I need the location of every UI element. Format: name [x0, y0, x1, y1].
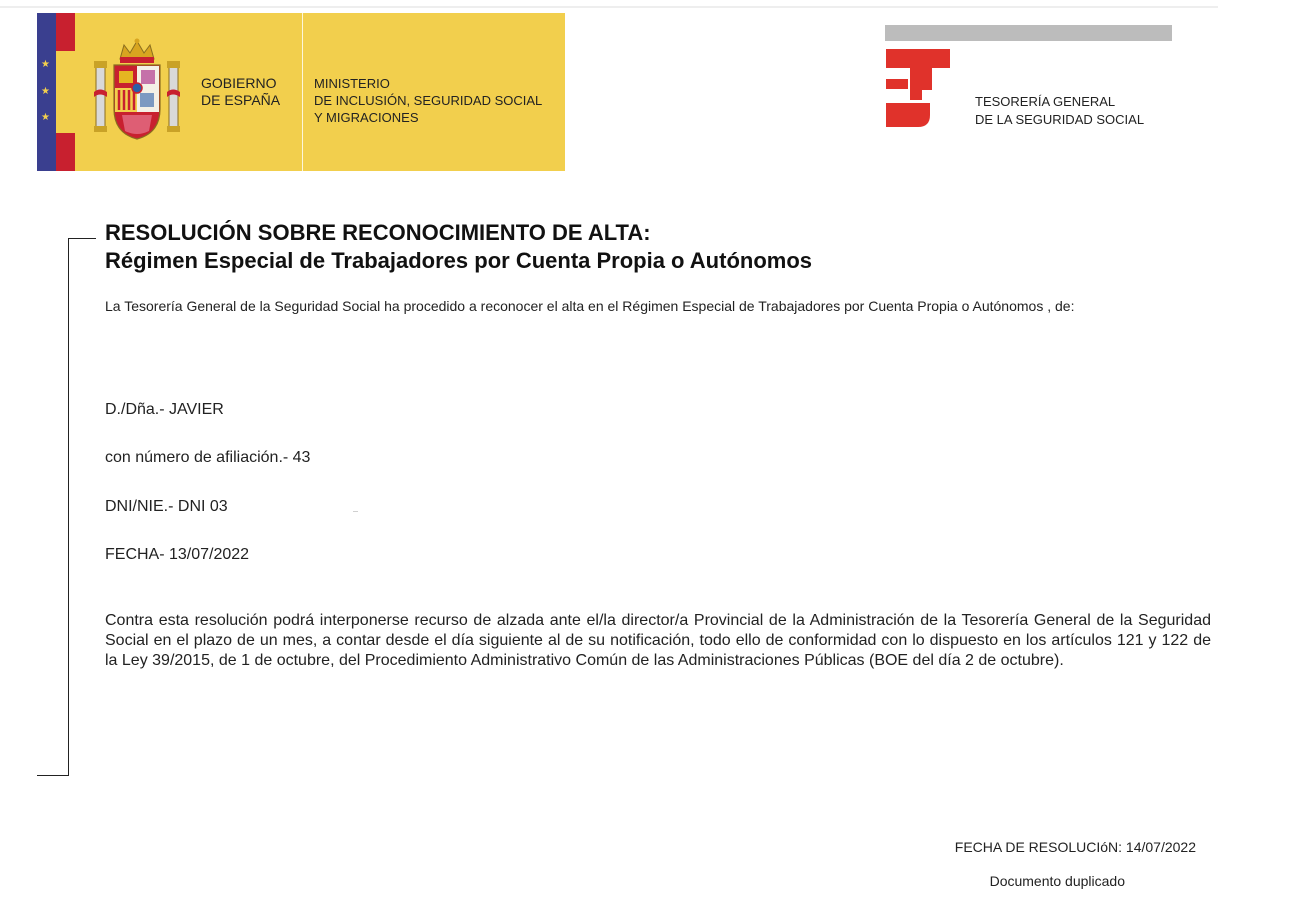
- resolution-date: FECHA DE RESOLUCIóN: 14/07/2022: [954, 839, 1196, 855]
- tgss-line-1: TESORERÍA GENERAL: [975, 94, 1116, 109]
- banner-divider: [302, 13, 303, 171]
- gobierno-de-espana-label: [201, 75, 280, 109]
- spain-flag-yellow: [56, 51, 75, 133]
- eu-star-icon: ★: [41, 112, 50, 123]
- tgss-line-2: DE LA SEGURIDAD SOCIAL: [975, 112, 1145, 127]
- tgss-label: [975, 93, 1144, 129]
- appeal-paragraph: Contra esta resolución podrá interponerse recurso de alzada ante el/la director/a Provincial de la Administración de la Tesorería General de la Seguridad Social en el plazo de un mes, a contar desde el día siguiente al de su notificación, todo ello de conformidad con lo dispuesto en los artículos 121 y 122 de la Ley 39/2015, de 1 de octubre, del Procedimiento Administrativo Común de las Administraciones Públicas (BOE del día 2 de octubre).: [105, 612, 1211, 669]
- name-field: D./Dña.- JAVIER: [105, 401, 224, 418]
- affiliation-number-field: con número de afiliación.- 43: [105, 449, 311, 466]
- redaction-mark: [353, 511, 358, 512]
- duplicate-note: Documento duplicado: [989, 873, 1125, 889]
- ministry-line-2: DE INCLUSIÓN, SEGURIDAD SOCIAL: [314, 93, 543, 108]
- gov-line-2: DE ESPAÑA: [201, 92, 281, 108]
- gov-line-1: GOBIERNO: [201, 75, 277, 91]
- spain-flag-red-top: [56, 13, 75, 51]
- document-subtitle: Régimen Especial de Trabajadores por Cuenta Propia o Autónomos: [105, 248, 812, 273]
- ministry-line-1: MINISTERIO: [314, 76, 390, 91]
- ministry-label: [314, 75, 542, 126]
- eu-star-icon: ★: [41, 86, 50, 97]
- bracket-vertical-line: [68, 238, 69, 775]
- ministry-line-3: Y MIGRACIONES: [314, 110, 419, 125]
- gobierno-de-espana-banner: [37, 13, 565, 171]
- dni-field: DNI/NIE.- DNI 03: [105, 498, 228, 515]
- tgss-logo-icon: [884, 49, 952, 127]
- spain-flag-red-bottom: [56, 133, 75, 171]
- eu-star-icon: ★: [41, 59, 50, 70]
- coat-of-arms-icon: [94, 37, 180, 145]
- date-field: FECHA- 13/07/2022: [105, 546, 250, 563]
- intro-paragraph: La Tesorería General de la Seguridad Social ha procedido a reconocer el alta en el Régimen Especial de Trabajadores por Cuenta Propia o Autónomos , de:: [105, 298, 1075, 314]
- document-title: RESOLUCIÓN SOBRE RECONOCIMIENTO DE ALTA:: [105, 220, 651, 245]
- bracket-top-line: [68, 238, 96, 239]
- bracket-bottom-line: [37, 775, 69, 776]
- top-rule: [0, 6, 1218, 8]
- tgss-grey-bar: [885, 25, 1172, 41]
